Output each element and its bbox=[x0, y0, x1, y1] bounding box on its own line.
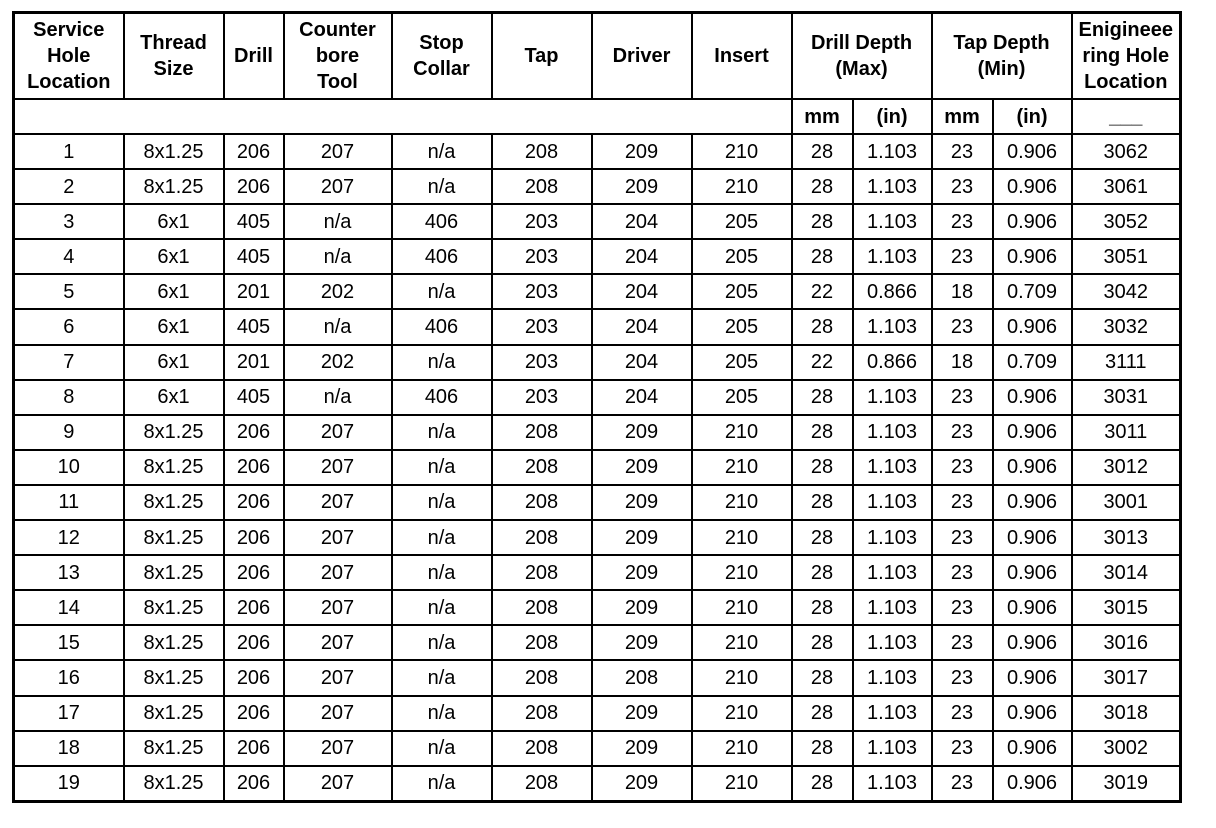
cell-tap-depth-mm: 23 bbox=[932, 169, 993, 204]
cell-thread-size: 8x1.25 bbox=[124, 485, 224, 520]
cell-driver: 209 bbox=[592, 696, 692, 731]
cell-tap: 203 bbox=[492, 309, 592, 344]
cell-drill-depth-mm: 28 bbox=[792, 415, 853, 450]
table-row bbox=[14, 415, 1181, 450]
cell-eng-hole: 3011 bbox=[1072, 415, 1181, 450]
cell-drill-depth-in: 1.103 bbox=[853, 415, 932, 450]
cell-insert: 205 bbox=[692, 274, 792, 309]
cell-tap-depth-in: 0.709 bbox=[993, 274, 1072, 309]
cell-thread-size: 6x1 bbox=[124, 309, 224, 344]
cell-service-hole: 9 bbox=[14, 415, 124, 450]
cell-drill-depth-in: 1.103 bbox=[853, 380, 932, 415]
cell-drill-depth-in: 1.103 bbox=[853, 450, 932, 485]
cell-thread-size: 8x1.25 bbox=[124, 660, 224, 695]
cell-service-hole: 1 bbox=[14, 134, 124, 169]
cell-eng-hole: 3016 bbox=[1072, 625, 1181, 660]
cell-eng-hole: 3017 bbox=[1072, 660, 1181, 695]
cell-drill-depth-mm: 28 bbox=[792, 204, 853, 239]
unit-eng-hole: ___ bbox=[1072, 99, 1181, 134]
cell-thread-size: 8x1.25 bbox=[124, 696, 224, 731]
cell-tap-depth-in: 0.906 bbox=[993, 415, 1072, 450]
cell-insert: 210 bbox=[692, 485, 792, 520]
cell-counterbore: 207 bbox=[284, 555, 392, 590]
cell-tap-depth-in: 0.906 bbox=[993, 309, 1072, 344]
header-tap: Tap bbox=[492, 13, 592, 100]
cell-thread-size: 8x1.25 bbox=[124, 590, 224, 625]
cell-service-hole: 19 bbox=[14, 766, 124, 802]
cell-tap-depth-mm: 23 bbox=[932, 204, 993, 239]
table-row bbox=[14, 696, 1181, 731]
cell-tap-depth-mm: 23 bbox=[932, 485, 993, 520]
cell-drill-depth-in: 1.103 bbox=[853, 309, 932, 344]
cell-tap: 203 bbox=[492, 204, 592, 239]
unit-tap-mm: mm bbox=[932, 99, 993, 134]
cell-counterbore: 202 bbox=[284, 274, 392, 309]
cell-thread-size: 8x1.25 bbox=[124, 766, 224, 802]
cell-stop-collar: n/a bbox=[392, 485, 492, 520]
cell-stop-collar: n/a bbox=[392, 731, 492, 766]
cell-drill: 206 bbox=[224, 485, 284, 520]
cell-eng-hole: 3002 bbox=[1072, 731, 1181, 766]
cell-tap: 208 bbox=[492, 731, 592, 766]
unit-drill-in: (in) bbox=[853, 99, 932, 134]
cell-counterbore: n/a bbox=[284, 204, 392, 239]
table-row bbox=[14, 590, 1181, 625]
cell-tap-depth-in: 0.906 bbox=[993, 380, 1072, 415]
cell-tap-depth-mm: 23 bbox=[932, 590, 993, 625]
cell-tap: 208 bbox=[492, 415, 592, 450]
cell-thread-size: 6x1 bbox=[124, 380, 224, 415]
cell-driver: 209 bbox=[592, 731, 692, 766]
cell-eng-hole: 3111 bbox=[1072, 345, 1181, 380]
unit-row bbox=[14, 99, 1181, 134]
cell-tap-depth-mm: 23 bbox=[932, 380, 993, 415]
cell-counterbore: 207 bbox=[284, 660, 392, 695]
cell-tap: 203 bbox=[492, 380, 592, 415]
cell-drill-depth-in: 1.103 bbox=[853, 485, 932, 520]
cell-counterbore: 207 bbox=[284, 415, 392, 450]
cell-tap-depth-in: 0.906 bbox=[993, 555, 1072, 590]
cell-tap: 208 bbox=[492, 450, 592, 485]
table-row bbox=[14, 731, 1181, 766]
cell-stop-collar: n/a bbox=[392, 450, 492, 485]
cell-drill-depth-mm: 28 bbox=[792, 555, 853, 590]
cell-drill-depth-mm: 28 bbox=[792, 485, 853, 520]
cell-thread-size: 8x1.25 bbox=[124, 731, 224, 766]
cell-drill: 206 bbox=[224, 134, 284, 169]
cell-driver: 209 bbox=[592, 555, 692, 590]
cell-driver: 209 bbox=[592, 625, 692, 660]
cell-counterbore: 202 bbox=[284, 345, 392, 380]
cell-drill: 405 bbox=[224, 204, 284, 239]
cell-service-hole: 10 bbox=[14, 450, 124, 485]
header-insert: Insert bbox=[692, 13, 792, 100]
cell-drill-depth-in: 1.103 bbox=[853, 520, 932, 555]
cell-eng-hole: 3051 bbox=[1072, 239, 1181, 274]
cell-drill-depth-mm: 28 bbox=[792, 169, 853, 204]
cell-thread-size: 6x1 bbox=[124, 274, 224, 309]
cell-eng-hole: 3012 bbox=[1072, 450, 1181, 485]
cell-thread-size: 8x1.25 bbox=[124, 169, 224, 204]
cell-driver: 204 bbox=[592, 345, 692, 380]
cell-stop-collar: n/a bbox=[392, 134, 492, 169]
cell-tap-depth-mm: 23 bbox=[932, 660, 993, 695]
cell-insert: 205 bbox=[692, 309, 792, 344]
cell-drill-depth-in: 1.103 bbox=[853, 555, 932, 590]
cell-stop-collar: n/a bbox=[392, 590, 492, 625]
cell-tap: 208 bbox=[492, 660, 592, 695]
cell-eng-hole: 3032 bbox=[1072, 309, 1181, 344]
cell-drill-depth-mm: 28 bbox=[792, 625, 853, 660]
header-row bbox=[14, 13, 1181, 100]
cell-eng-hole: 3001 bbox=[1072, 485, 1181, 520]
cell-driver: 209 bbox=[592, 590, 692, 625]
cell-stop-collar: 406 bbox=[392, 204, 492, 239]
cell-tap: 208 bbox=[492, 590, 592, 625]
cell-counterbore: 207 bbox=[284, 520, 392, 555]
cell-drill: 206 bbox=[224, 696, 284, 731]
cell-service-hole: 5 bbox=[14, 274, 124, 309]
cell-tap-depth-mm: 23 bbox=[932, 239, 993, 274]
tooling-table-container bbox=[12, 11, 1182, 803]
cell-tap-depth-mm: 23 bbox=[932, 555, 993, 590]
cell-insert: 210 bbox=[692, 415, 792, 450]
table-row bbox=[14, 485, 1181, 520]
cell-tap-depth-in: 0.906 bbox=[993, 520, 1072, 555]
cell-tap: 208 bbox=[492, 696, 592, 731]
cell-tap-depth-mm: 23 bbox=[932, 309, 993, 344]
tooling-table bbox=[12, 11, 1182, 803]
cell-driver: 209 bbox=[592, 520, 692, 555]
cell-stop-collar: n/a bbox=[392, 660, 492, 695]
header-thread-size: Thread Size bbox=[124, 13, 224, 100]
table-row bbox=[14, 450, 1181, 485]
cell-insert: 210 bbox=[692, 555, 792, 590]
cell-tap: 208 bbox=[492, 555, 592, 590]
cell-drill-depth-mm: 28 bbox=[792, 134, 853, 169]
cell-eng-hole: 3018 bbox=[1072, 696, 1181, 731]
cell-thread-size: 8x1.25 bbox=[124, 555, 224, 590]
cell-tap: 208 bbox=[492, 169, 592, 204]
cell-driver: 204 bbox=[592, 309, 692, 344]
cell-insert: 205 bbox=[692, 345, 792, 380]
cell-insert: 210 bbox=[692, 169, 792, 204]
cell-drill: 405 bbox=[224, 380, 284, 415]
cell-drill-depth-in: 1.103 bbox=[853, 625, 932, 660]
cell-tap-depth-in: 0.906 bbox=[993, 134, 1072, 169]
cell-drill: 201 bbox=[224, 345, 284, 380]
cell-tap-depth-mm: 23 bbox=[932, 731, 993, 766]
cell-drill-depth-in: 1.103 bbox=[853, 134, 932, 169]
cell-drill: 201 bbox=[224, 274, 284, 309]
cell-thread-size: 8x1.25 bbox=[124, 450, 224, 485]
cell-driver: 209 bbox=[592, 169, 692, 204]
table-row bbox=[14, 239, 1181, 274]
cell-eng-hole: 3031 bbox=[1072, 380, 1181, 415]
cell-stop-collar: n/a bbox=[392, 345, 492, 380]
cell-tap: 208 bbox=[492, 625, 592, 660]
cell-drill-depth-mm: 22 bbox=[792, 345, 853, 380]
cell-service-hole: 6 bbox=[14, 309, 124, 344]
cell-tap: 203 bbox=[492, 345, 592, 380]
cell-insert: 210 bbox=[692, 766, 792, 802]
cell-counterbore: 207 bbox=[284, 766, 392, 802]
cell-service-hole: 3 bbox=[14, 204, 124, 239]
cell-drill-depth-mm: 28 bbox=[792, 766, 853, 802]
cell-stop-collar: 406 bbox=[392, 239, 492, 274]
cell-tap-depth-in: 0.906 bbox=[993, 239, 1072, 274]
cell-driver: 204 bbox=[592, 274, 692, 309]
cell-thread-size: 8x1.25 bbox=[124, 520, 224, 555]
cell-driver: 209 bbox=[592, 450, 692, 485]
cell-counterbore: 207 bbox=[284, 590, 392, 625]
cell-thread-size: 8x1.25 bbox=[124, 625, 224, 660]
cell-tap-depth-in: 0.906 bbox=[993, 660, 1072, 695]
header-stop-collar: Stop Collar bbox=[392, 13, 492, 100]
cell-counterbore: n/a bbox=[284, 380, 392, 415]
cell-stop-collar: n/a bbox=[392, 766, 492, 802]
cell-drill-depth-in: 1.103 bbox=[853, 239, 932, 274]
cell-insert: 210 bbox=[692, 731, 792, 766]
cell-thread-size: 6x1 bbox=[124, 239, 224, 274]
cell-tap-depth-mm: 23 bbox=[932, 134, 993, 169]
cell-service-hole: 13 bbox=[14, 555, 124, 590]
cell-insert: 210 bbox=[692, 660, 792, 695]
cell-drill: 206 bbox=[224, 731, 284, 766]
cell-insert: 210 bbox=[692, 696, 792, 731]
cell-thread-size: 8x1.25 bbox=[124, 134, 224, 169]
cell-tap: 208 bbox=[492, 485, 592, 520]
cell-driver: 209 bbox=[592, 134, 692, 169]
header-drill: Drill bbox=[224, 13, 284, 100]
table-row bbox=[14, 169, 1181, 204]
header-counterbore-tool: Counter bore Tool bbox=[284, 13, 392, 100]
cell-driver: 209 bbox=[592, 485, 692, 520]
table-row bbox=[14, 274, 1181, 309]
cell-drill-depth-mm: 28 bbox=[792, 660, 853, 695]
cell-drill-depth-in: 1.103 bbox=[853, 766, 932, 802]
cell-service-hole: 12 bbox=[14, 520, 124, 555]
cell-thread-size: 6x1 bbox=[124, 345, 224, 380]
cell-tap: 203 bbox=[492, 239, 592, 274]
cell-driver: 209 bbox=[592, 766, 692, 802]
cell-drill-depth-mm: 28 bbox=[792, 309, 853, 344]
cell-tap-depth-in: 0.906 bbox=[993, 590, 1072, 625]
cell-stop-collar: 406 bbox=[392, 380, 492, 415]
cell-service-hole: 17 bbox=[14, 696, 124, 731]
cell-drill-depth-in: 1.103 bbox=[853, 590, 932, 625]
cell-counterbore: 207 bbox=[284, 696, 392, 731]
table-row bbox=[14, 660, 1181, 695]
cell-tap-depth-in: 0.906 bbox=[993, 450, 1072, 485]
cell-drill: 206 bbox=[224, 590, 284, 625]
cell-drill-depth-in: 1.103 bbox=[853, 660, 932, 695]
cell-tap: 208 bbox=[492, 520, 592, 555]
cell-service-hole: 16 bbox=[14, 660, 124, 695]
cell-tap-depth-mm: 23 bbox=[932, 450, 993, 485]
cell-drill: 206 bbox=[224, 450, 284, 485]
table-row bbox=[14, 134, 1181, 169]
cell-eng-hole: 3061 bbox=[1072, 169, 1181, 204]
cell-driver: 208 bbox=[592, 660, 692, 695]
cell-driver: 209 bbox=[592, 415, 692, 450]
table-row bbox=[14, 766, 1181, 802]
cell-drill-depth-in: 1.103 bbox=[853, 204, 932, 239]
cell-tap-depth-in: 0.906 bbox=[993, 696, 1072, 731]
cell-tap-depth-mm: 23 bbox=[932, 415, 993, 450]
cell-thread-size: 6x1 bbox=[124, 204, 224, 239]
cell-insert: 205 bbox=[692, 380, 792, 415]
cell-drill: 405 bbox=[224, 239, 284, 274]
cell-stop-collar: n/a bbox=[392, 169, 492, 204]
cell-insert: 210 bbox=[692, 134, 792, 169]
cell-drill-depth-mm: 28 bbox=[792, 520, 853, 555]
cell-insert: 210 bbox=[692, 520, 792, 555]
cell-eng-hole: 3015 bbox=[1072, 590, 1181, 625]
cell-service-hole: 15 bbox=[14, 625, 124, 660]
cell-insert: 205 bbox=[692, 204, 792, 239]
cell-counterbore: n/a bbox=[284, 309, 392, 344]
cell-tap-depth-mm: 18 bbox=[932, 345, 993, 380]
cell-stop-collar: n/a bbox=[392, 274, 492, 309]
cell-drill-depth-mm: 28 bbox=[792, 450, 853, 485]
unit-drill-mm: mm bbox=[792, 99, 853, 134]
cell-insert: 205 bbox=[692, 239, 792, 274]
table-row bbox=[14, 345, 1181, 380]
unit-row-blank bbox=[14, 99, 792, 134]
cell-drill-depth-mm: 28 bbox=[792, 731, 853, 766]
cell-tap-depth-in: 0.906 bbox=[993, 204, 1072, 239]
cell-tap-depth-in: 0.906 bbox=[993, 731, 1072, 766]
cell-insert: 210 bbox=[692, 450, 792, 485]
cell-driver: 204 bbox=[592, 204, 692, 239]
cell-counterbore: 207 bbox=[284, 134, 392, 169]
cell-drill: 206 bbox=[224, 555, 284, 590]
cell-driver: 204 bbox=[592, 380, 692, 415]
table-row bbox=[14, 309, 1181, 344]
cell-tap-depth-mm: 18 bbox=[932, 274, 993, 309]
cell-eng-hole: 3042 bbox=[1072, 274, 1181, 309]
cell-drill: 206 bbox=[224, 169, 284, 204]
cell-stop-collar: n/a bbox=[392, 415, 492, 450]
cell-eng-hole: 3019 bbox=[1072, 766, 1181, 802]
cell-tap-depth-mm: 23 bbox=[932, 696, 993, 731]
cell-drill-depth-mm: 28 bbox=[792, 590, 853, 625]
cell-thread-size: 8x1.25 bbox=[124, 415, 224, 450]
cell-eng-hole: 3052 bbox=[1072, 204, 1181, 239]
cell-insert: 210 bbox=[692, 590, 792, 625]
cell-service-hole: 14 bbox=[14, 590, 124, 625]
cell-tap-depth-in: 0.709 bbox=[993, 345, 1072, 380]
table-row bbox=[14, 625, 1181, 660]
header-engineering-hole-location: Enigineee ring Hole Location bbox=[1072, 13, 1181, 100]
cell-counterbore: n/a bbox=[284, 239, 392, 274]
table-row bbox=[14, 555, 1181, 590]
cell-drill: 405 bbox=[224, 309, 284, 344]
cell-drill-depth-mm: 28 bbox=[792, 380, 853, 415]
cell-stop-collar: n/a bbox=[392, 696, 492, 731]
header-tap-depth: Tap Depth (Min) bbox=[932, 13, 1072, 100]
cell-eng-hole: 3014 bbox=[1072, 555, 1181, 590]
cell-tap-depth-in: 0.906 bbox=[993, 169, 1072, 204]
cell-service-hole: 11 bbox=[14, 485, 124, 520]
cell-service-hole: 18 bbox=[14, 731, 124, 766]
cell-counterbore: 207 bbox=[284, 731, 392, 766]
cell-tap-depth-in: 0.906 bbox=[993, 485, 1072, 520]
cell-service-hole: 2 bbox=[14, 169, 124, 204]
cell-service-hole: 7 bbox=[14, 345, 124, 380]
table-row bbox=[14, 380, 1181, 415]
cell-drill-depth-in: 0.866 bbox=[853, 274, 932, 309]
cell-tap-depth-in: 0.906 bbox=[993, 766, 1072, 802]
cell-service-hole: 4 bbox=[14, 239, 124, 274]
cell-tap: 208 bbox=[492, 134, 592, 169]
cell-drill: 206 bbox=[224, 766, 284, 802]
cell-counterbore: 207 bbox=[284, 450, 392, 485]
cell-drill: 206 bbox=[224, 625, 284, 660]
cell-drill: 206 bbox=[224, 520, 284, 555]
header-service-hole-location: Service Hole Location bbox=[14, 13, 124, 100]
cell-drill-depth-in: 1.103 bbox=[853, 696, 932, 731]
cell-stop-collar: n/a bbox=[392, 555, 492, 590]
cell-driver: 204 bbox=[592, 239, 692, 274]
cell-tap-depth-mm: 23 bbox=[932, 766, 993, 802]
table-row bbox=[14, 520, 1181, 555]
cell-tap-depth-mm: 23 bbox=[932, 520, 993, 555]
unit-tap-in: (in) bbox=[993, 99, 1072, 134]
cell-drill-depth-in: 1.103 bbox=[853, 731, 932, 766]
cell-stop-collar: n/a bbox=[392, 520, 492, 555]
header-driver: Driver bbox=[592, 13, 692, 100]
cell-counterbore: 207 bbox=[284, 625, 392, 660]
cell-drill-depth-mm: 28 bbox=[792, 696, 853, 731]
cell-drill-depth-in: 0.866 bbox=[853, 345, 932, 380]
cell-counterbore: 207 bbox=[284, 485, 392, 520]
cell-insert: 210 bbox=[692, 625, 792, 660]
cell-drill-depth-in: 1.103 bbox=[853, 169, 932, 204]
cell-tap: 208 bbox=[492, 766, 592, 802]
cell-drill-depth-mm: 22 bbox=[792, 274, 853, 309]
cell-eng-hole: 3062 bbox=[1072, 134, 1181, 169]
cell-stop-collar: 406 bbox=[392, 309, 492, 344]
cell-drill: 206 bbox=[224, 415, 284, 450]
cell-drill-depth-mm: 28 bbox=[792, 239, 853, 274]
table-row bbox=[14, 204, 1181, 239]
cell-tap-depth-mm: 23 bbox=[932, 625, 993, 660]
table-body bbox=[14, 134, 1181, 801]
cell-drill: 206 bbox=[224, 660, 284, 695]
cell-tap: 203 bbox=[492, 274, 592, 309]
cell-counterbore: 207 bbox=[284, 169, 392, 204]
cell-service-hole: 8 bbox=[14, 380, 124, 415]
header-drill-depth: Drill Depth (Max) bbox=[792, 13, 932, 100]
cell-tap-depth-in: 0.906 bbox=[993, 625, 1072, 660]
cell-stop-collar: n/a bbox=[392, 625, 492, 660]
cell-eng-hole: 3013 bbox=[1072, 520, 1181, 555]
